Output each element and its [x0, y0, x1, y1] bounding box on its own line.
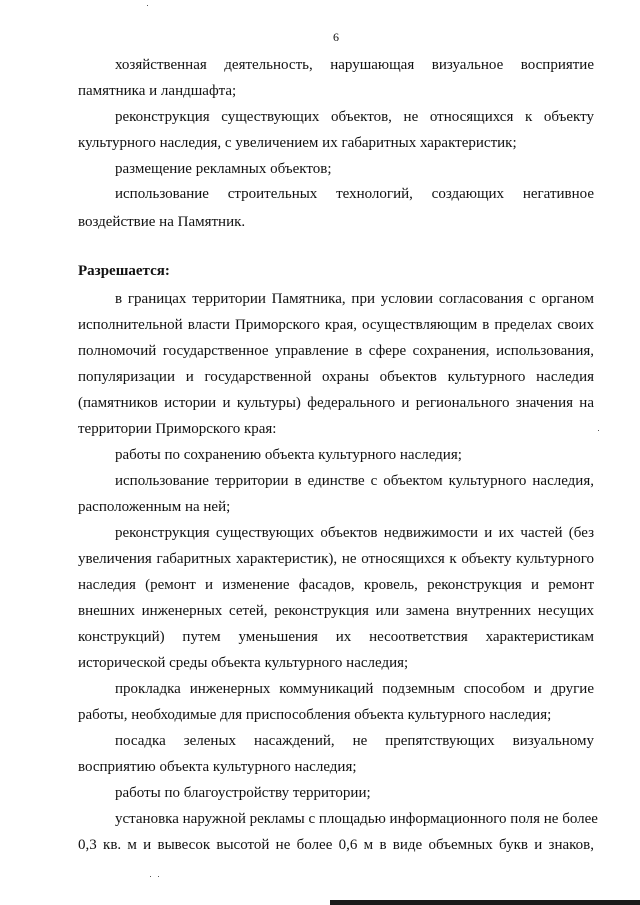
- scan-speck: [147, 5, 148, 6]
- text-line: культурного наследия, с увеличением их габаритных характеристик;: [78, 135, 517, 151]
- text-line: конструкций) путем уменьшения их несоответствия характеристикам: [78, 629, 594, 645]
- text-line: реконструкция существующих объектов недвижимости и их частей (без: [115, 525, 594, 541]
- text-line: использование территории в единстве с объектом культурного наследия,: [115, 473, 594, 489]
- text-line: прокладка инженерных коммуникаций подземным способом и другие: [115, 681, 594, 697]
- text-line: исполнительной власти Приморского края, осуществляющим в пределах своих: [78, 317, 594, 333]
- text-line: 0,3 кв. м и вывесок высотой не более 0,6 м в виде объемных букв и знаков,: [78, 837, 594, 853]
- text-line: внешних инженерных сетей, реконструкция или замена внутренних несущих: [78, 603, 594, 619]
- scan-edge-artifact: [330, 900, 640, 905]
- text-line: полномочий государственное управление в сфере сохранения, использования,: [78, 343, 594, 359]
- text-line: территории Приморского края:: [78, 421, 277, 437]
- text-line: работы, необходимые для приспособления объекта культурного наследия;: [78, 707, 552, 723]
- text-line: размещение рекламных объектов;: [115, 161, 332, 177]
- text-line: воздействие на Памятник.: [78, 214, 246, 230]
- text-line: исторической среды объекта культурного наследия;: [78, 655, 409, 671]
- text-line: работы по благоустройству территории;: [115, 785, 371, 801]
- scan-speck: [150, 876, 151, 877]
- text-line: (памятников истории и культуры) федерального и регионального значения на: [78, 395, 594, 411]
- scan-speck: [158, 876, 159, 877]
- text-line: посадка зеленых насаждений, не препятствующих визуальному: [115, 733, 594, 749]
- text-line: наследия (ремонт и изменение фасадов, кровель, реконструкция и ремонт: [78, 577, 594, 593]
- text-line: восприятию объекта культурного наследия;: [78, 759, 357, 775]
- text-line: расположенным на ней;: [78, 499, 231, 515]
- text-line: хозяйственная деятельность, нарушающая визуальное восприятие: [115, 57, 594, 73]
- text-line: памятника и ландшафта;: [78, 83, 237, 99]
- page-number: 6: [333, 30, 339, 44]
- section-heading: Разрешается:: [78, 263, 170, 279]
- text-line: реконструкция существующих объектов, не относящихся к объекту: [115, 109, 594, 125]
- text-line: установка наружной рекламы с площадью информационного поля не более: [115, 811, 598, 827]
- text-line: работы по сохранению объекта культурного наследия;: [115, 447, 462, 463]
- text-line: использование строительных технологий, создающих негативное: [115, 186, 594, 202]
- scan-speck: [598, 430, 599, 431]
- text-line: популяризации и государственной охраны объектов культурного наследия: [78, 369, 594, 385]
- text-line: в границах территории Памятника, при условии согласования с органом: [115, 291, 594, 307]
- text-line: увеличения габаритных характеристик), не относящихся к объекту культурного: [78, 551, 594, 567]
